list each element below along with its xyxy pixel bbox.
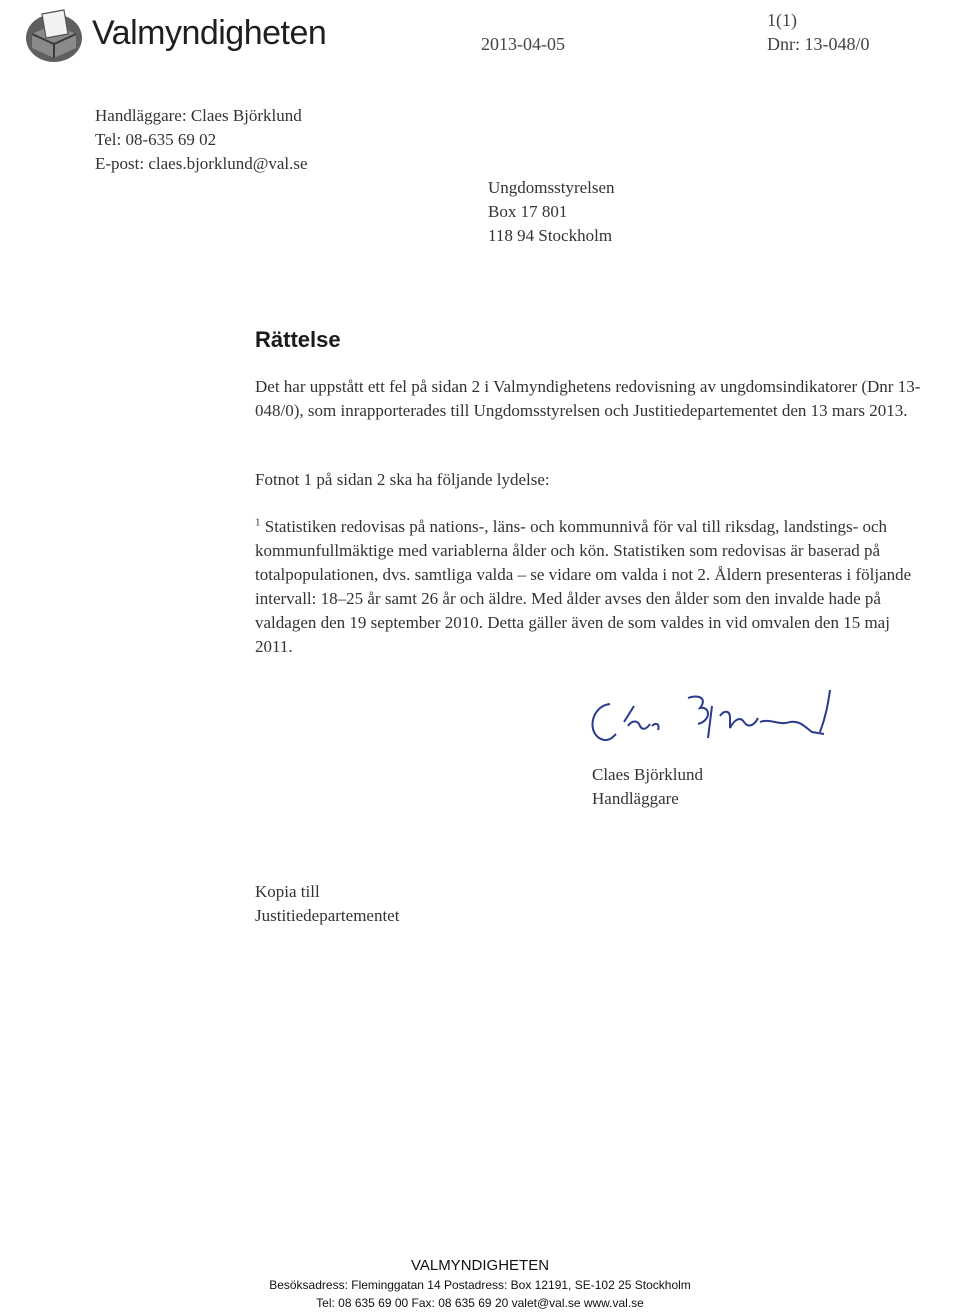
- footer-contact: Tel: 08 635 69 00 Fax: 08 635 69 20 valet@val.se www.val.se: [316, 1296, 644, 1310]
- recipient-line-2: Box 17 801: [488, 202, 568, 221]
- handler-name: Handläggare: Claes Björklund: [95, 106, 302, 125]
- recipient-line-3: 118 94 Stockholm: [488, 226, 613, 245]
- copy-label: Kopia till: [255, 882, 320, 901]
- signer-role: Handläggare: [592, 789, 679, 808]
- handler-phone: Tel: 08-635 69 02: [95, 130, 217, 149]
- signer-name: Claes Björklund: [592, 765, 703, 784]
- document-title: Rättelse: [255, 327, 341, 352]
- recipient-line-1: Ungdomsstyrelsen: [488, 178, 615, 197]
- footnote-marker: 1: [255, 516, 261, 529]
- copy-recipient: Justitiedepartementet: [255, 906, 400, 925]
- footnote-intro: Fotnot 1 på sidan 2 ska ha följande lydelse:: [255, 470, 550, 489]
- footnote-text: Statistiken redovisas på nations-, läns- och kommunnivå för val till riksdag, landstings- och kommunfullmäktige med variablerna ålder och kön. Statistiken som redovisas är baserad på totalpopulationen, dvs. samtliga valda – se vidare om valda i not 2. Åldern presenteras i följande intervall: 18–25 år samt 26 år och äldre. Med ålder avses den ålder som den invalde hade på valdagen den 19 september 2010. Detta gäller även de som valdes in vid omvalen den 15 maj 2011.: [255, 517, 912, 656]
- document-date: 2013-04-05: [481, 34, 565, 54]
- footer-address: Besöksadress: Fleminggatan 14 Postadress: Box 12191, SE-102 25 Stockholm: [269, 1278, 691, 1292]
- diary-number: Dnr: 13-048/0: [767, 34, 870, 54]
- ballot-box-icon: [22, 4, 86, 64]
- logo-wordmark: Valmyndigheten: [92, 14, 327, 52]
- handwritten-signature: [580, 676, 860, 756]
- recipient-address: [488, 176, 615, 248]
- handler-block: [95, 104, 308, 176]
- correction-paragraph: Det har uppstått ett fel på sidan 2 i Valmyndighetens redovisning av ungdomsindikatorer (Dnr 13-048/0), som inrapporterades till Ungdomsstyrelsen och Justitiedepartementet den 13 mars 2013.: [255, 377, 921, 420]
- footnote-text-block: [255, 515, 927, 659]
- copy-to-block: [255, 880, 399, 928]
- footer-org: VALMYNDIGHETEN: [410, 1257, 550, 1274]
- signer-block: [592, 763, 703, 811]
- valmyndigheten-logo: [22, 4, 342, 64]
- page-number: 1(1): [767, 10, 797, 30]
- handler-email: E-post: claes.bjorklund@val.se: [95, 154, 308, 173]
